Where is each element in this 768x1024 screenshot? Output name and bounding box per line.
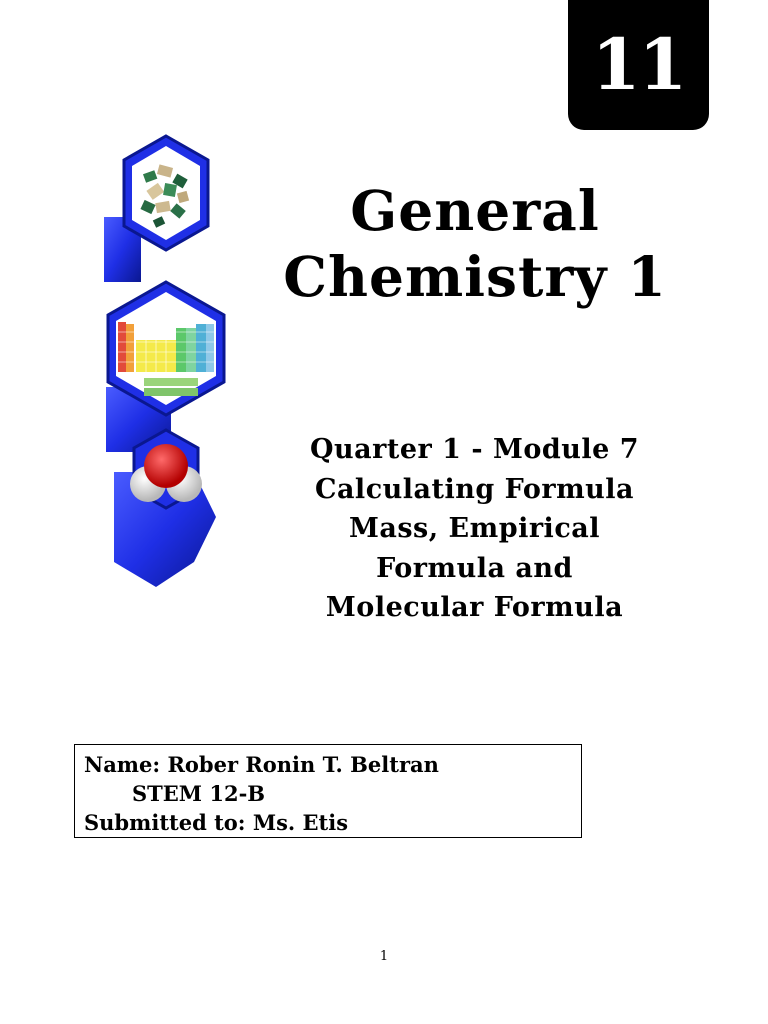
subtitle-line-3: Mass, Empirical xyxy=(348,513,601,544)
crystal-illustration xyxy=(124,136,208,250)
page-number: 1 xyxy=(379,949,389,964)
subtitle-line-5: Molecular Formula xyxy=(325,592,624,623)
document-title xyxy=(270,178,680,310)
module-subtitle xyxy=(262,430,687,628)
chemistry-illustration-column xyxy=(96,132,236,592)
submitted-to: Submitted to: Ms. Etis xyxy=(84,810,349,835)
student-name: Name: Rober Ronin T. Beltran xyxy=(84,752,439,777)
title-line-2: Chemistry 1 xyxy=(283,244,667,309)
subtitle-line-2: Calculating Formula xyxy=(314,473,635,505)
subtitle-line-1: Quarter 1 - Module 7 xyxy=(310,434,639,465)
student-section: STEM 12-B xyxy=(132,781,266,806)
subtitle-line-4: Formula and xyxy=(376,552,573,584)
grade-tab xyxy=(568,0,709,130)
student-info-box xyxy=(74,744,582,838)
title-line-1: General xyxy=(350,178,600,243)
grade-number: 11 xyxy=(591,23,686,106)
